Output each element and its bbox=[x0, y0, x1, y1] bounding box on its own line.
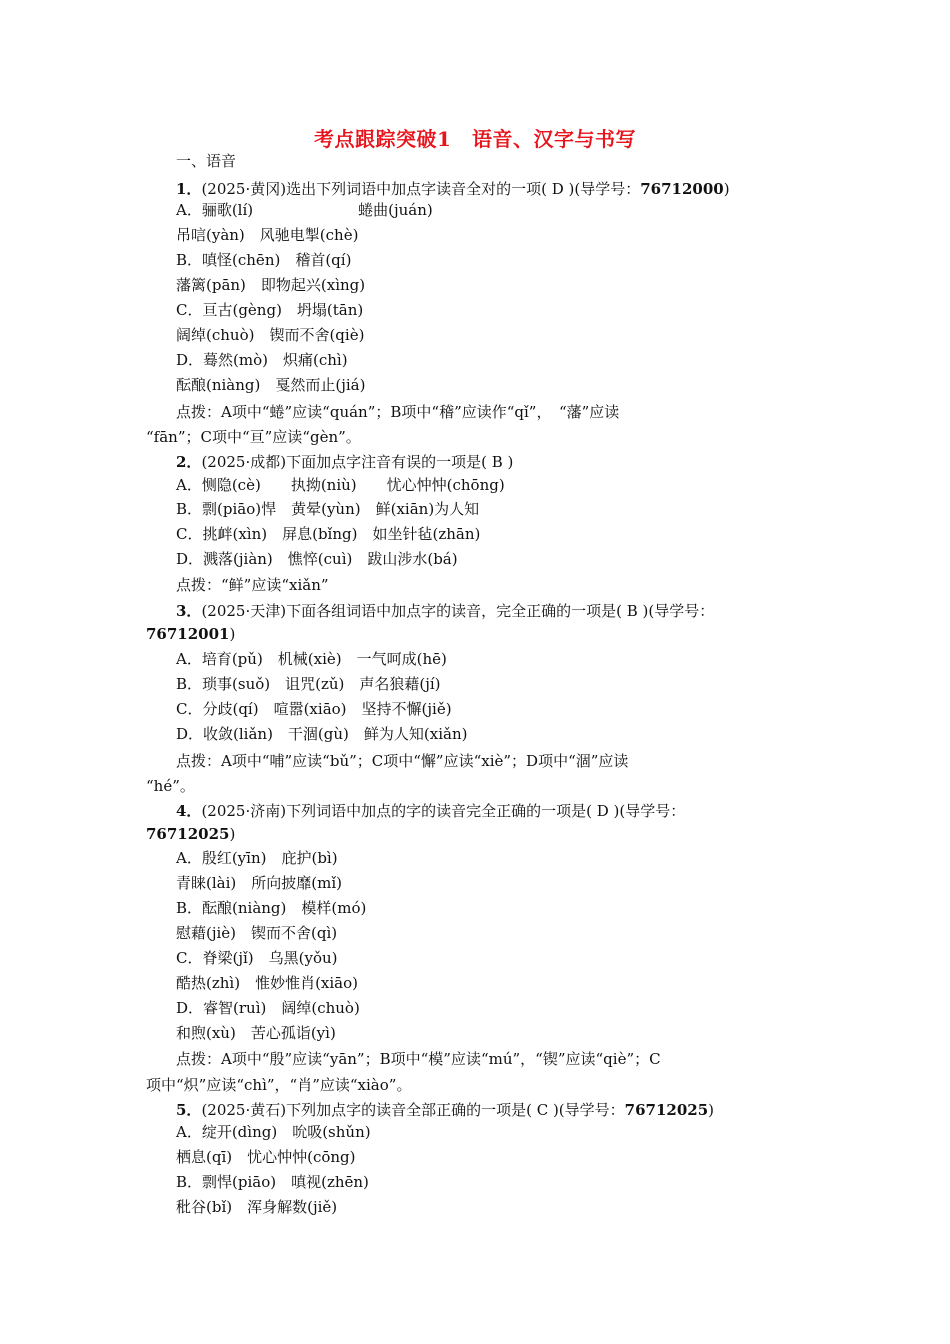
question-text-end: )(导学号： bbox=[642, 602, 715, 620]
tip-line: 点拨：A项中“殷”应读“yān”；B项中“模”应读“mú”，“锲”应读“qiè”；C bbox=[176, 1050, 661, 1068]
guide-code: 76712025 bbox=[146, 825, 230, 843]
tip-line: 点拨：“鲜”应读“xiǎn” bbox=[176, 576, 329, 594]
option-line: 藩篱(pān) 即物起兴(xìng) bbox=[176, 276, 366, 294]
option-line: A．恻隐(cè) 执拗(niù) 忧心忡忡(chōng) bbox=[176, 476, 505, 494]
question-stem bbox=[176, 179, 730, 199]
question-number: 3． bbox=[176, 602, 202, 620]
option-line: 吊唁(yàn) 风驰电掣(chè) bbox=[176, 226, 359, 244]
option-line: C．分歧(qí) 喧嚣(xiāo) 坚持不懈(jiě) bbox=[176, 700, 452, 718]
section-heading: 一、语音 bbox=[176, 152, 237, 170]
question-stem-cont bbox=[146, 624, 235, 644]
question-number: 1． bbox=[176, 180, 202, 198]
question-answer: B bbox=[621, 602, 643, 620]
question-stem bbox=[176, 801, 685, 821]
option-line: B．琐事(suǒ) 诅咒(zǔ) 声名狼藉(jí) bbox=[176, 675, 441, 693]
question-answer: D bbox=[546, 180, 569, 198]
question-stem-cont bbox=[146, 824, 235, 844]
option-line: B．剽(piāo)悍 黄晕(yùn) 鲜(xiān)为人知 bbox=[176, 500, 480, 518]
option-line: A．培育(pǔ) 机械(xiè) 一气呵成(hē) bbox=[176, 650, 447, 668]
option-line: 酝酿(niàng) 戛然而止(jiá) bbox=[176, 376, 366, 394]
question-text: (2025·济南)下列词语中加点的字的读音完全正确的一项是( bbox=[201, 802, 592, 820]
guide-code: 76712000 bbox=[640, 180, 724, 198]
option-line: B．剽悍(piāo) 嗔视(zhēn) bbox=[176, 1173, 369, 1191]
option-line: 和煦(xù) 苦心孤诣(yì) bbox=[176, 1024, 336, 1042]
tip-line: 项中“炽”应读“chì”，“肖”应读“xiào”。 bbox=[146, 1076, 412, 1094]
option-line: A．绽开(dìng) 吮吸(shǔn) bbox=[176, 1123, 371, 1141]
question-text-end: )(导学号： bbox=[613, 802, 686, 820]
question-text-end: )(导学号： bbox=[552, 1101, 625, 1119]
option-line: B．嗔怪(chēn) 稽首(qí) bbox=[176, 251, 352, 269]
option-line: 阔绰(chuò) 锲而不舍(qiè) bbox=[176, 326, 365, 344]
option-line: D．蓦然(mò) 炽痛(chì) bbox=[176, 351, 348, 369]
page-title: 考点跟踪突破1 语音、汉字与书写 bbox=[314, 127, 636, 151]
guide-code: 76712001 bbox=[146, 625, 230, 643]
question-text-end: ) bbox=[723, 180, 730, 198]
question-number: 5． bbox=[176, 1101, 202, 1119]
question-text: (2025·天津)下面各组词语中加点字的读音，完全正确的一项是( bbox=[201, 602, 622, 620]
question-stem bbox=[176, 1100, 714, 1120]
option-line: 青睐(lài) 所向披靡(mǐ) bbox=[176, 874, 342, 892]
question-number: 2． bbox=[176, 453, 202, 471]
question-text-end: ) bbox=[229, 825, 236, 843]
option-line: B．酝酿(niàng) 模样(mó) bbox=[176, 899, 367, 917]
question-text: (2025·黄石)下列加点字的读音全部正确的一项是( bbox=[201, 1101, 532, 1119]
option-line: C．亘古(gèng) 坍塌(tān) bbox=[176, 301, 364, 319]
option-line: A．骊歌(lí) 蜷曲(juán) bbox=[176, 201, 433, 219]
option-line: C．挑衅(xìn) 屏息(bǐng) 如坐针毡(zhān) bbox=[176, 525, 481, 543]
question-text-end: ) bbox=[708, 1101, 715, 1119]
option-line: D．睿智(ruì) 阔绰(chuò) bbox=[176, 999, 360, 1017]
tip-line: “hé”。 bbox=[146, 777, 195, 795]
question-answer: C bbox=[531, 1101, 553, 1119]
question-stem bbox=[176, 601, 714, 621]
option-line: 栖息(qī) 忧心忡忡(cōng) bbox=[176, 1148, 356, 1166]
question-text-end: ) bbox=[229, 625, 236, 643]
question-text: (2025·黄冈)选出下列词语中加点字读音全对的一项( bbox=[201, 180, 547, 198]
question-text: (2025·成都)下面加点字注音有误的一项是( bbox=[201, 453, 487, 471]
question-text-end: )(导学号： bbox=[568, 180, 641, 198]
tip-line: 点拨：A项中“蜷”应读“quán”；B项中“稽”应读作“qǐ”， “藩”应读 bbox=[176, 403, 620, 421]
option-line: A．殷红(yīn) 庇护(bì) bbox=[176, 849, 338, 867]
option-line: 慰藉(jiè) 锲而不舍(qì) bbox=[176, 924, 338, 942]
question-answer: B bbox=[486, 453, 508, 471]
tip-line: 点拨：A项中“哺”应读“bǔ”；C项中“懈”应读“xiè”；D项中“涸”应读 bbox=[176, 752, 629, 770]
tip-line: “fān”；C项中“亘”应读“gèn”。 bbox=[146, 428, 361, 446]
question-number: 4． bbox=[176, 802, 202, 820]
question-text-end: ) bbox=[507, 453, 514, 471]
question-stem bbox=[176, 452, 513, 472]
option-line: 酷热(zhì) 惟妙惟肖(xiāo) bbox=[176, 974, 359, 992]
option-line: C．脊梁(jǐ) 乌黑(yǒu) bbox=[176, 949, 338, 967]
option-line: D．溅落(jiàn) 憔悴(cuì) 跋山涉水(bá) bbox=[176, 550, 458, 568]
option-line: 秕谷(bǐ) 浑身解数(jiě) bbox=[176, 1198, 338, 1216]
question-answer: D bbox=[591, 802, 614, 820]
option-line: D．收敛(liǎn) 干涸(gù) 鲜为人知(xiǎn) bbox=[176, 725, 468, 743]
guide-code: 76712025 bbox=[624, 1101, 709, 1119]
